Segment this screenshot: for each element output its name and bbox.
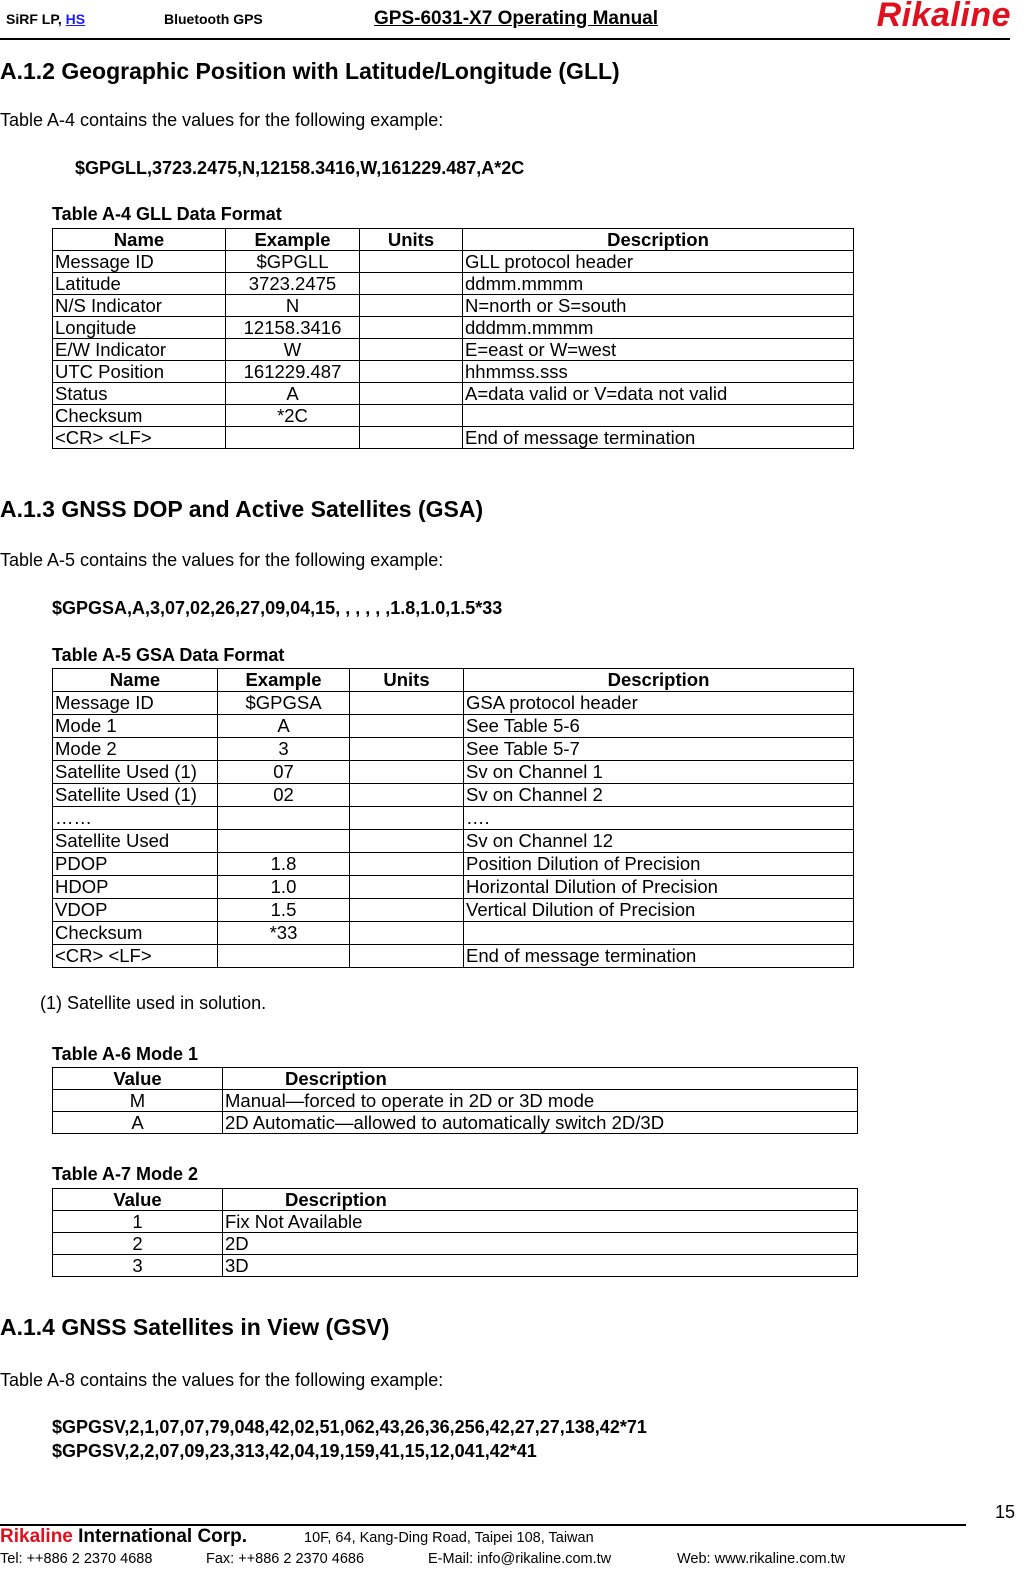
table-row [53,1211,858,1233]
gll-intro: Table A-4 contains the values for the following example: [0,110,444,130]
table-cell: 161229.487 [226,361,360,383]
gsa-footnote: (1) Satellite used in solution. [40,993,267,1013]
table-caption-mode1: Table A-6 Mode 1 [52,1044,199,1064]
table-cell: N [226,295,360,317]
table-mode1 [52,1067,858,1134]
table-cell: Position Dilution of Precision [464,853,854,876]
table-cell: A [226,383,360,405]
table-cell: See Table 5-7 [464,738,854,761]
product-line: SiRF LP, HS [6,11,86,27]
table-row [53,1255,858,1277]
table-caption-gsa: Table A-5 GSA Data Format [52,645,285,665]
company-fax: Fax: ++886 2 2370 4686 [206,1551,365,1567]
column-header: Name [53,229,226,251]
table-cell: See Table 5-6 [464,715,854,738]
table-cell: Status [53,383,226,405]
column-header: Description [464,669,854,692]
table-cell: N/S Indicator [53,295,226,317]
table-header-row [53,229,854,251]
table-cell [350,945,464,968]
table-cell: Satellite Used [53,830,218,853]
table-cell: End of message termination [463,427,854,449]
table-cell [350,922,464,945]
table-cell: $GPGLL [226,251,360,273]
column-header: Description [463,229,854,251]
column-header: Value [53,1189,223,1211]
table-cell [350,784,464,807]
table-cell: Message ID [53,251,226,273]
table-cell: M [53,1090,223,1112]
table-cell [360,405,463,427]
table-row [53,427,854,449]
brand-logo: Rikaline [876,0,1011,34]
company-email: E-Mail: info@rikaline.com.tw [428,1551,612,1567]
table-cell [218,945,350,968]
table-row [53,1233,858,1255]
gsa-example: $GPGSA,A,3,07,02,26,27,09,04,15, , , , , ,1.8,1.0,1.5*33 [52,598,503,618]
product-category: Bluetooth GPS [164,11,263,27]
page-number: 15 [994,1502,1015,1522]
table-cell: ddmm.mmmm [463,273,854,295]
column-header: Description [223,1189,858,1211]
gsv-example-2: $GPGSV,2,2,07,09,23,313,42,04,19,159,41,15,12,041,42*41 [52,1441,537,1461]
table-cell: Satellite Used (1) [53,784,218,807]
gsa-intro: Table A-5 contains the values for the following example: [0,550,444,570]
table-cell [350,715,464,738]
table-cell [360,251,463,273]
table-cell: <CR> <LF> [53,427,226,449]
table-cell [360,361,463,383]
table-cell [350,899,464,922]
table-row [53,853,854,876]
column-header: Units [350,669,464,692]
table-cell [463,405,854,427]
company-web: Web: www.rikaline.com.tw [677,1551,846,1567]
table-row [53,339,854,361]
table-cell: GLL protocol header [463,251,854,273]
table-cell [350,807,464,830]
gll-example: $GPGLL,3723.2475,N,12158.3416,W,161229.487,A*2C [75,158,525,178]
table-cell: 2 [53,1233,223,1255]
table-cell: Latitude [53,273,226,295]
table-cell: UTC Position [53,361,226,383]
table-row [53,807,854,830]
column-header: Description [223,1068,858,1090]
table-row [53,295,854,317]
table-row [53,922,854,945]
table-row [53,383,854,405]
table-row [53,1090,858,1112]
table-cell: Fix Not Available [223,1211,858,1233]
table-cell [218,830,350,853]
table-cell [360,383,463,405]
company-brand: Rikaline [0,1526,73,1547]
gsv-intro: Table A-8 contains the values for the following example: [0,1370,444,1390]
company-address: 10F, 64, Kang-Ding Road, Taipei 108, Taiwan [304,1530,594,1546]
table-cell: Longitude [53,317,226,339]
table-cell: *33 [218,922,350,945]
table-row [53,876,854,899]
table-cell: 3D [223,1255,858,1277]
table-cell: HDOP [53,876,218,899]
table-cell [350,738,464,761]
table-cell: E/W Indicator [53,339,226,361]
table-row [53,692,854,715]
table-cell: …… [53,807,218,830]
table-row [53,1112,858,1134]
column-header: Example [218,669,350,692]
table-cell: Checksum [53,922,218,945]
table-gll [52,228,854,449]
table-cell: VDOP [53,899,218,922]
table-caption-mode2: Table A-7 Mode 2 [52,1164,199,1184]
table-gsa [52,668,854,968]
table-cell: Message ID [53,692,218,715]
table-cell [360,295,463,317]
table-cell: 1.8 [218,853,350,876]
table-row [53,761,854,784]
table-cell: 3 [218,738,350,761]
section-heading-gsa: A.1.3 GNSS DOP and Active Satellites (GSA) [0,496,484,522]
table-header-row [53,669,854,692]
table-cell: Sv on Channel 1 [464,761,854,784]
table-row [53,317,854,339]
product-line-hs: HS [65,11,86,27]
table-cell [226,427,360,449]
table-cell [360,317,463,339]
table-cell: Vertical Dilution of Precision [464,899,854,922]
table-caption-gll: Table A-4 GLL Data Format [52,204,282,224]
gsv-example-1: $GPGSV,2,1,07,07,79,048,42,02,51,062,43,26,36,256,42,27,27,138,42*71 [52,1417,647,1437]
table-cell: Horizontal Dilution of Precision [464,876,854,899]
table-cell [350,761,464,784]
column-header: Name [53,669,218,692]
table-cell: 12158.3416 [226,317,360,339]
table-row [53,361,854,383]
table-cell: dddmm.mmmm [463,317,854,339]
table-cell: $GPGSA [218,692,350,715]
table-cell [350,692,464,715]
table-cell: End of message termination [464,945,854,968]
manual-title: GPS-6031-X7 Operating Manual [374,8,659,29]
table-header-row [53,1189,858,1211]
table-cell: W [226,339,360,361]
table-cell [350,876,464,899]
table-cell: GSA protocol header [464,692,854,715]
table-cell: 02 [218,784,350,807]
table-cell: Satellite Used (1) [53,761,218,784]
table-row [53,251,854,273]
table-cell: <CR> <LF> [53,945,218,968]
table-cell: Mode 1 [53,715,218,738]
column-header: Example [226,229,360,251]
table-row [53,273,854,295]
table-cell [218,807,350,830]
table-row [53,405,854,427]
table-cell: hhmmss.sss [463,361,854,383]
table-cell: Mode 2 [53,738,218,761]
table-cell: PDOP [53,853,218,876]
table-row [53,738,854,761]
table-cell: E=east or W=west [463,339,854,361]
table-cell [464,922,854,945]
table-cell: 2D Automatic—allowed to automatically switch 2D/3D [223,1112,858,1134]
table-cell: 1.0 [218,876,350,899]
table-cell: Sv on Channel 2 [464,784,854,807]
table-cell: Checksum [53,405,226,427]
table-cell [360,273,463,295]
table-header-row [53,1068,858,1090]
company-name: Rikaline International Corp. [0,1526,248,1547]
table-row [53,715,854,738]
section-heading-gll: A.1.2 Geographic Position with Latitude/Longitude (GLL) [0,58,620,84]
table-cell [360,427,463,449]
table-cell: N=north or S=south [463,295,854,317]
table-cell: Manual—forced to operate in 2D or 3D mode [223,1090,858,1112]
table-row [53,784,854,807]
column-header: Value [53,1068,223,1090]
table-cell [350,853,464,876]
table-row [53,899,854,922]
table-cell: A [53,1112,223,1134]
table-row [53,945,854,968]
table-cell: A [218,715,350,738]
table-cell: 3 [53,1255,223,1277]
table-cell: 3723.2475 [226,273,360,295]
table-cell: …. [464,807,854,830]
section-heading-gsv: A.1.4 GNSS Satellites in View (GSV) [0,1314,390,1340]
table-cell: 2D [223,1233,858,1255]
table-cell: 1 [53,1211,223,1233]
table-row [53,830,854,853]
company-tel: Tel: ++886 2 2370 4688 [0,1551,153,1567]
header-rule [0,38,1010,40]
table-cell: Sv on Channel 12 [464,830,854,853]
table-mode2 [52,1188,858,1277]
table-cell: 07 [218,761,350,784]
table-cell: A=data valid or V=data not valid [463,383,854,405]
table-cell [350,830,464,853]
table-cell: 1.5 [218,899,350,922]
table-cell: *2C [226,405,360,427]
table-cell [360,339,463,361]
column-header: Units [360,229,463,251]
